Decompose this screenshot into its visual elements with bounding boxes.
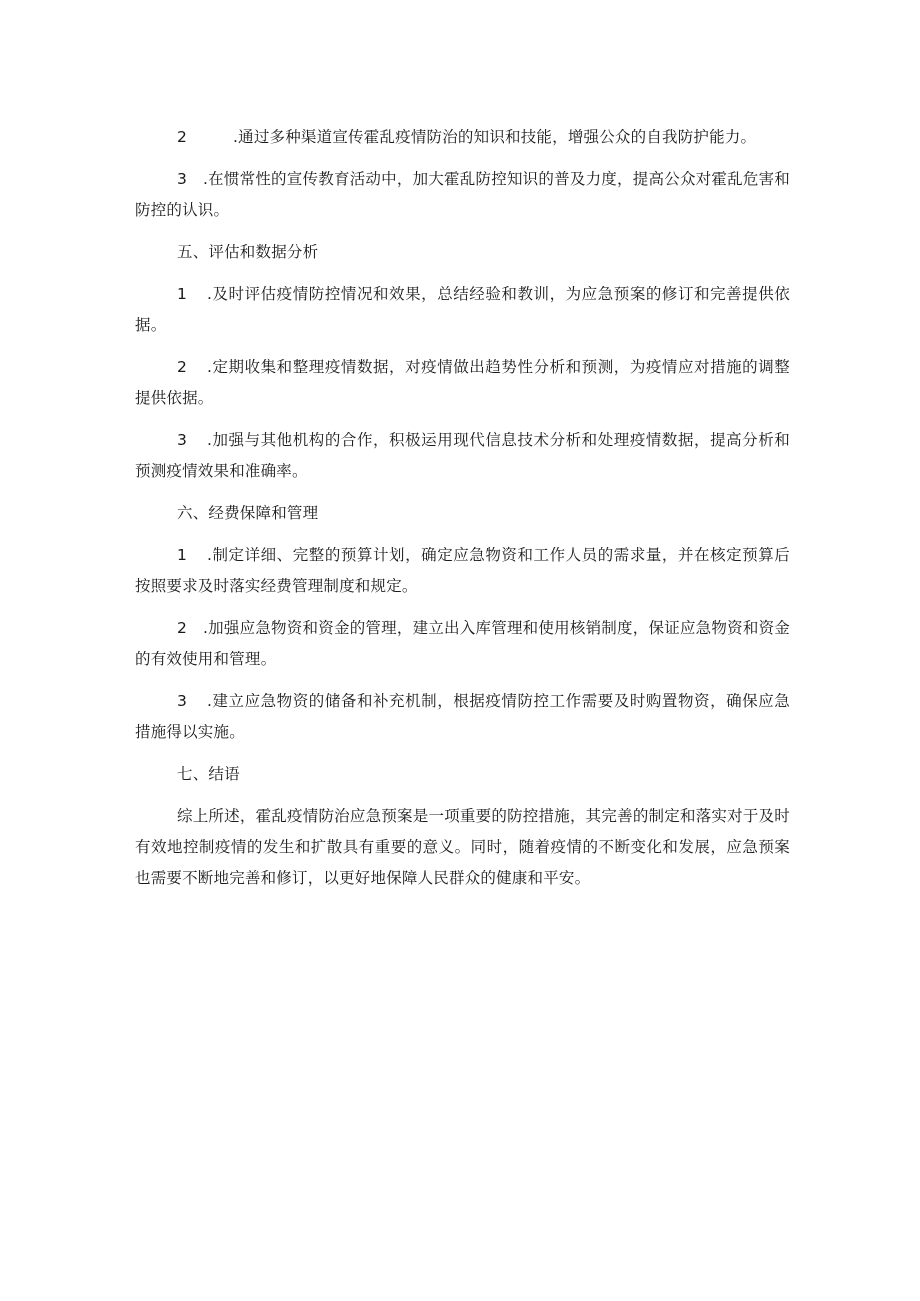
item-number: 3 — [177, 692, 188, 710]
paragraph-publicity-3 — [135, 164, 790, 226]
section-heading-conclusion: 七、结语 — [177, 765, 240, 783]
paragraph-text: .加强与其他机构的合作，积极运用现代信息技术分析和处理疫情数据，提高分析和预测疫情效果和准确率。 — [135, 431, 790, 480]
paragraph-evaluation-3 — [135, 425, 790, 487]
item-number: 1 — [177, 285, 188, 303]
paragraph-text: .通过多种渠道宣传霍乱疫情防治的知识和技能，增强公众的自我防护能力。 — [233, 128, 757, 146]
paragraph-evaluation-1 — [135, 279, 790, 341]
paragraph-funding-2 — [135, 613, 790, 675]
paragraph-conclusion: 综上所述，霍乱疫情防治应急预案是一项重要的防控措施，其完善的制定和落实对于及时有效地控制疫情的发生和扩散具有重要的意义。同时，随着疫情的不断变化和发展，应急预案也需要不断地完善和修订，以更好地保障人民群众的健康和平安。 — [135, 807, 790, 887]
paragraph-publicity-2 — [135, 122, 790, 153]
paragraph-funding-3 — [135, 686, 790, 748]
section-heading-funding: 六、经费保障和管理 — [177, 504, 319, 522]
paragraph-text: .建立应急物资的储备和补充机制，根据疫情防控工作需要及时购置物资，确保应急措施得以实施。 — [135, 692, 790, 741]
paragraph-evaluation-2 — [135, 352, 790, 414]
paragraph-funding-1 — [135, 540, 790, 602]
paragraph-text: .在惯常性的宣传教育活动中，加大霍乱防控知识的普及力度，提高公众对霍乱危害和防控的认识。 — [135, 170, 790, 219]
paragraph-text: .制定详细、完整的预算计划，确定应急物资和工作人员的需求量，并在核定预算后按照要求及时落实经费管理制度和规定。 — [135, 546, 790, 595]
item-number: 2 — [177, 358, 188, 376]
item-number: 3 — [177, 170, 188, 188]
paragraph-text: .加强应急物资和资金的管理，建立出入库管理和使用核销制度，保证应急物资和资金的有效使用和管理。 — [135, 619, 790, 668]
paragraph-text: .定期收集和整理疫情数据，对疫情做出趋势性分析和预测，为疫情应对措施的调整提供依据。 — [135, 358, 790, 407]
paragraph-text: .及时评估疫情防控情况和效果，总结经验和教训，为应急预案的修订和完善提供依据。 — [135, 285, 790, 334]
section-heading-evaluation: 五、评估和数据分析 — [177, 243, 319, 261]
item-number: 3 — [177, 431, 188, 449]
item-number: 2 — [177, 128, 188, 146]
item-number: 1 — [177, 546, 188, 564]
item-number: 2 — [177, 619, 188, 637]
document-body — [135, 122, 790, 905]
